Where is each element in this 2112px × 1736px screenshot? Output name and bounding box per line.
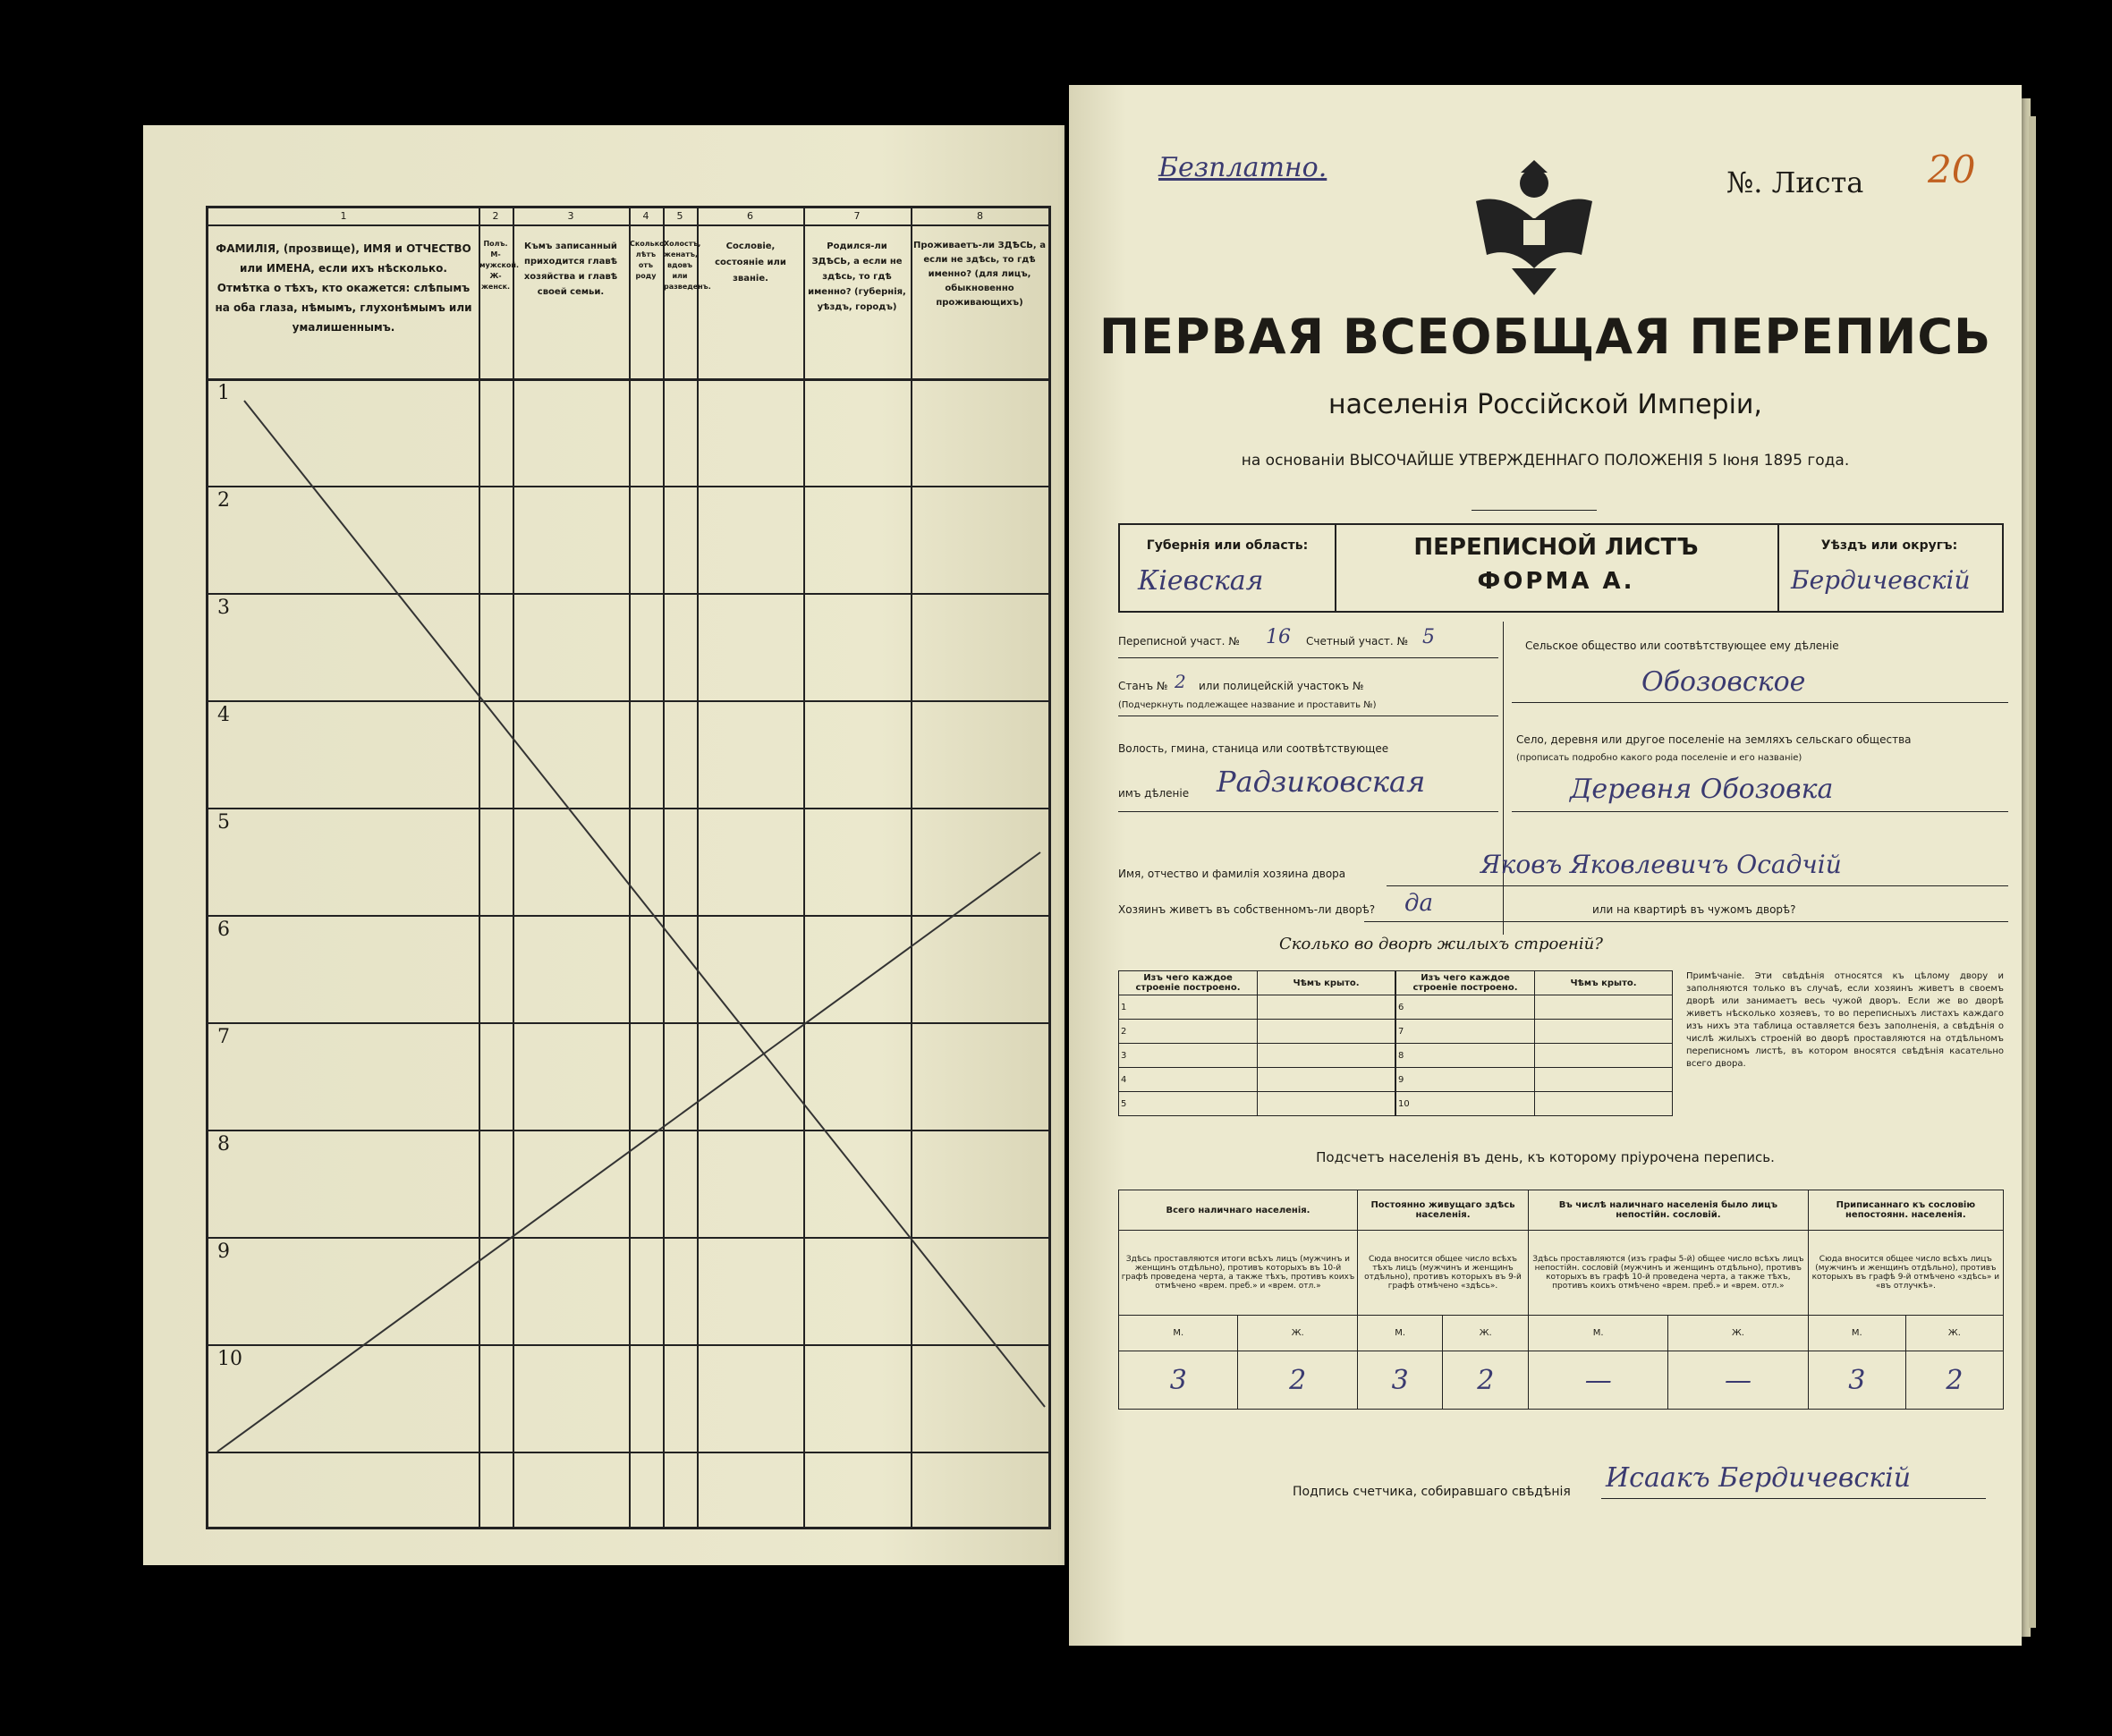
sheet-label: №. Листа [1726,165,1864,199]
col-header-name: ФАМИЛІЯ, (прозвище), ИМЯ и ОТЧЕСТВО или ИМЕНА, если ихъ нѣсколько. Отмѣтка о тѣхъ, кто окажется: слѣпымъ на оба глаза, нѣмымъ, глухонѣмымъ или умалишеннымъ. [215,242,472,334]
buildings-header-roof-2: Чѣмъ крыто. [1535,971,1673,995]
census-area-value: 16 [1266,626,1291,648]
buildings-row-3: 3 [1119,1044,1258,1068]
col-number-4: 4 [642,210,649,222]
row-number-4: 4 [217,704,230,726]
owner-label: Имя, отчество и фамилія хозяина двора [1118,868,1346,880]
right-page [1069,85,2022,1646]
ornament-divider [1472,510,1597,511]
row-number-8: 8 [217,1133,230,1156]
sex-label-m-4: М. [1808,1316,1905,1351]
district-label: Уѣздъ или округъ: [1820,538,1958,553]
society-label: Сельское общество или соотвѣтствующее ему дѣленіе [1525,639,1839,652]
cross-out-lines [208,208,1054,1532]
row-number-10: 10 [217,1348,242,1370]
lives-value: да [1404,890,1433,917]
free-label: Безплатно. [1158,152,1327,183]
census-table [206,206,1051,1529]
sex-label-m-2: М. [1357,1316,1443,1351]
stan-note: (Подчеркнуть подлежащее название и проставить №) [1118,700,1377,710]
tally-value-transient-m: — [1529,1351,1668,1410]
sex-label-m-1: М. [1119,1316,1238,1351]
tally-value-permanent-f: 2 [1443,1351,1529,1410]
left-page [143,125,1064,1565]
buildings-row-6: 6 [1396,995,1535,1020]
tally-instruction-1: Здѣсь проставляются итоги всѣхъ лицъ (мужчинъ и женщинъ отдѣльно), противъ которыхъ въ 10-й графѣ проведена черта, а также тѣхъ, противъ коихъ отмѣчено «врем. преб.» и «врем. отл.» [1119,1231,1358,1316]
buildings-row-8: 8 [1396,1044,1535,1068]
buildings-header-material-2: Изъ чего каждое строеніе построено. [1396,971,1535,995]
tally-value-permanent-m: 3 [1357,1351,1443,1410]
signature-value: Исаакъ Бердичевскій [1606,1462,1912,1494]
col-header-sex: Полъ. М-мужской. Ж-женск. [479,240,520,291]
district-value: Бердичевскій [1791,565,1971,595]
buildings-header-material: Изъ чего каждое строеніе построено. [1119,971,1258,995]
sex-label-m-3: М. [1529,1316,1668,1351]
buildings-row-9: 9 [1396,1068,1535,1092]
village-value: Деревня Обозовка [1570,774,1834,805]
eagle-emblem-icon [1467,157,1601,300]
sex-label-f-4: Ж. [1905,1316,2003,1351]
tally-value-total-f: 2 [1238,1351,1357,1410]
tally-instruction-3: Здѣсь проставляются (изъ графы 5-й) общее число всѣхъ лицъ непостійн. сословій (мужчинъ и женщинъ отдѣльно), противъ которыхъ въ графѣ 10-й проведена черта, а также тѣхъ, противъ коихъ отмѣчено «врем. преб.» и «врем. отл.» [1529,1231,1809,1316]
row-number-6: 6 [217,919,230,941]
row-number-1: 1 [217,382,230,404]
buildings-row-7: 7 [1396,1020,1535,1044]
col-number-7: 7 [853,210,861,222]
village-label: Село, деревня или другое поселеніе на земляхъ сельскаго общества [1516,733,1912,746]
col-header-relation: Къмъ записанный приходится главѣ хозяйства и главѣ своей семьи. [523,241,618,297]
col-header-marital: Холостъ, женатъ, вдовъ или разведенъ. [664,240,711,291]
stan-value: 2 [1175,671,1186,692]
sheet-number: 20 [1928,148,1976,191]
tally-header-transient: Въ числѣ наличнаго населенія было лицъ непостійн. сословій. [1529,1190,1809,1231]
buildings-table-right [1395,970,1673,1116]
tally-title: Подсчетъ населенія въ день, къ которому пріурочена перепись. [1316,1149,1775,1165]
form-header-box [1118,523,2004,613]
tally-header-total: Всего наличнаго населенія. [1119,1190,1358,1231]
row-number-2: 2 [217,489,230,512]
row-number-5: 5 [217,811,230,834]
buildings-row-4: 4 [1119,1068,1258,1092]
sex-label-f-1: Ж. [1238,1316,1357,1351]
stan-label: Станъ № [1118,680,1168,692]
sex-label-f-2: Ж. [1443,1316,1529,1351]
document-subtitle: населенія Россійской Имперіи, [1328,389,1762,420]
signature-label: Подпись счетчика, собиравшаго свѣдѣнія [1293,1485,1571,1499]
tally-value-registered-m: 3 [1808,1351,1905,1410]
buildings-row-1: 1 [1119,995,1258,1020]
census-area-label: Переписной участ. № [1118,635,1240,648]
tally-value-transient-f: — [1668,1351,1808,1410]
row-number-7: 7 [217,1026,230,1048]
province-value: Кіевская [1138,565,1264,597]
buildings-header-roof: Чѣмъ крыто. [1258,971,1395,995]
col-header-estate: Сословіе, состояніе или званіе. [715,241,786,284]
count-area-value: 5 [1422,626,1435,648]
sex-label-f-3: Ж. [1668,1316,1808,1351]
buildings-row-2: 2 [1119,1020,1258,1044]
col-number-3: 3 [567,210,574,222]
tally-instruction-2: Сюда вносится общее число всѣхъ тѣхъ лицъ (мужчинъ и женщинъ отдѣльно), противъ которыхъ въ 9-й графѣ отмѣчено «здѣсь». [1357,1231,1528,1316]
tally-value-total-m: 3 [1119,1351,1238,1410]
row-number-3: 3 [217,597,230,619]
tally-value-registered-f: 2 [1905,1351,2003,1410]
volost-label-2: имъ дѣленіе [1118,787,1190,800]
lives-label: Хозяинъ живетъ въ собственномъ-ли дворѣ? [1118,903,1376,916]
form-subtitle: ФОРМА А. [1477,568,1635,595]
col-header-birthplace: Родился-ли ЗДѢСЬ, а если не здѣсь, то гдѣ именно? (губернія, уѣздъ, городъ) [808,241,906,312]
tally-instruction-4: Сюда вносится общее число всѣхъ лицъ (мужчинъ и женщинъ отдѣльно), противъ которыхъ въ графѣ 9-й отмѣчено «здѣсь» и «въ отлучкѣ». [1808,1231,2003,1316]
col-header-residence: Проживаетъ-ли ЗДѢСЬ, а если не здѣсь, то гдѣ именно? (для лицъ, обыкновенно проживающихъ) [913,241,1046,308]
count-area-label: Счетный участ. № [1306,635,1409,648]
province-label: Губернія или область: [1146,538,1309,553]
document-title: ПЕРВАЯ ВСЕОБЩАЯ ПЕРЕПИСЬ [1098,309,1992,365]
tally-table [1118,1190,2004,1410]
buildings-row-10: 10 [1396,1092,1535,1116]
col-number-8: 8 [977,210,983,222]
stan-rest: или полицейскій участокъ № [1199,680,1364,692]
society-value: Обозовское [1641,666,1806,698]
col-number-6: 6 [747,210,753,222]
col-header-age: Сколько лѣтъ отъ роду [630,240,665,280]
page-stack-edge-2 [2029,116,2036,1628]
volost-label-1: Волость, гмина, станица или соотвѣтствующее [1118,742,1389,755]
tally-header-permanent: Постоянно живущаго здѣсь населенія. [1357,1190,1528,1231]
buildings-row-5: 5 [1119,1092,1258,1116]
col-number-2: 2 [492,210,499,222]
owner-value: Яковъ Яковлевичъ Осадчій [1480,850,1842,879]
lives-rest: или на квартирѣ въ чужомъ дворѣ? [1592,903,1796,916]
volost-value: Радзиковская [1217,765,1426,799]
col-number-5: 5 [676,210,683,222]
tally-header-registered: Приписаннаго къ сословію непостоянн. населенія. [1808,1190,2003,1231]
village-note: (прописать подробно какого рода поселеніе и его названіе) [1516,753,1802,763]
col-number-1: 1 [340,210,347,222]
document-basis: на основаніи ВЫСОЧАЙШЕ УТВЕРЖДЕННАГО ПОЛОЖЕНІЯ 5 Іюня 1895 года. [1241,452,1850,470]
form-title: ПЕРЕПИСНОЙ ЛИСТЪ [1413,534,1699,561]
row-number-9: 9 [217,1241,230,1263]
buildings-note: Примѣчаніе. Эти свѣдѣнія относятся къ цѣлому двору и заполняются только въ случаѣ, если хозяинъ живетъ в своемъ дворѣ или занимаетъ весь чужой дворъ. Если же во дворѣ живетъ нѣсколько хозяевъ, то во переписныхъ листахъ каждаго изъ нихъ эта таблица оставляется безъ заполненія, а свѣдѣнія о числѣ жилыхъ строеній во дворѣ проставляются на отдѣльномъ переписномъ листѣ, въ котором вносятся свѣдѣнія касательно всего двора. [1686,971,2004,1069]
buildings-question: Сколько во дворѣ жилыхъ строеній? [1279,935,1603,953]
buildings-table-left [1118,970,1395,1116]
